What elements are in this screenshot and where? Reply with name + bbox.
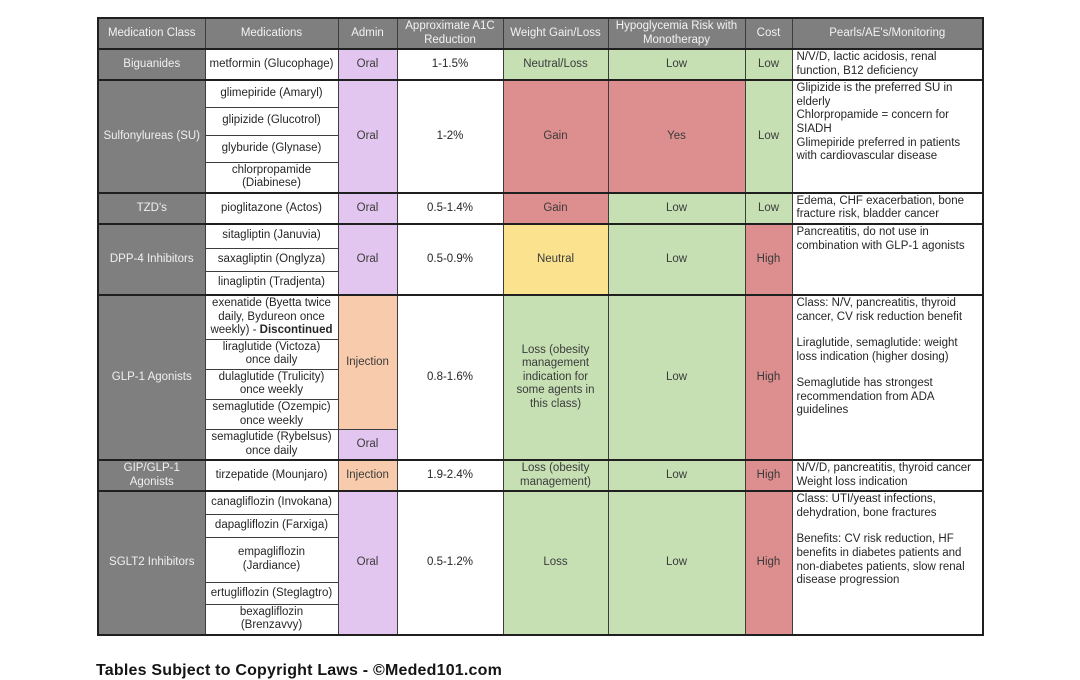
column-header-cost: Cost	[745, 18, 792, 49]
medication-cell: metformin (Glucophage)	[205, 49, 338, 80]
class-cell-biguanides: Biguanides	[98, 49, 205, 80]
medication-cell: empagliflozin (Jardiance)	[205, 537, 338, 582]
pearls-cell	[792, 295, 983, 460]
column-header-admin: Admin	[338, 18, 397, 49]
weight-cell: Loss	[503, 491, 608, 635]
medication-cell: glipizide (Glucotrol)	[205, 107, 338, 135]
pearl-text: Glimepiride preferred in patients with cardiovascular disease	[796, 136, 961, 163]
column-header-medication-class: Medication Class	[98, 18, 205, 49]
medication-cell: glyburide (Glynase)	[205, 135, 338, 162]
a1c-cell: 0.5-0.9%	[397, 224, 503, 295]
pearls-cell	[792, 193, 983, 224]
pearls-cell	[792, 224, 983, 295]
weight-cell: Loss (obesity management indication for some agents in this class)	[503, 295, 608, 460]
table-row	[98, 193, 983, 224]
cost-cell: High	[745, 295, 792, 460]
a1c-cell: 0.5-1.4%	[397, 193, 503, 224]
pearl-text: Glipizide is the preferred SU in elderly	[796, 82, 953, 108]
table-row	[98, 80, 983, 107]
medication-cell: bexagliflozin (Brenzavvy)	[205, 604, 338, 635]
table-row	[98, 224, 983, 248]
medication-cell: dapagliflozin (Farxiga)	[205, 514, 338, 537]
a1c-cell: 1-1.5%	[397, 49, 503, 80]
admin-cell: Oral	[338, 224, 397, 295]
column-header-medications: Medications	[205, 18, 338, 49]
pearl-text: Edema, CHF exacerbation, bone fracture risk, bladder cancer	[796, 194, 964, 221]
cost-cell: Low	[745, 193, 792, 224]
a1c-cell: 0.8-1.6%	[397, 295, 503, 460]
class-cell-tzd: TZD's	[98, 193, 205, 224]
column-header-a1c-reduction: Approximate A1C Reduction	[397, 18, 503, 49]
header-row	[98, 18, 983, 49]
hypo-risk-cell: Low	[608, 49, 745, 80]
pearl-text: Semaglutide has strongest recommendation from ADA guidelines	[796, 377, 934, 417]
a1c-cell: 0.5-1.2%	[397, 491, 503, 635]
medication-cell: dulaglutide (Trulicity) once weekly	[205, 369, 338, 399]
weight-cell: Loss (obesity management)	[503, 460, 608, 491]
medication-cell: saxagliptin (Onglyza)	[205, 248, 338, 271]
hypo-risk-cell: Low	[608, 193, 745, 224]
weight-cell: Gain	[503, 80, 608, 193]
cost-cell: High	[745, 224, 792, 295]
medication-table	[97, 17, 984, 636]
copyright-footer: Tables Subject to Copyright Laws - ©Meded101.com	[96, 662, 503, 679]
medication-text: exenatide (Byetta twice daily, Bydureon once weekly) -	[210, 297, 331, 337]
class-cell-sglt2: SGLT2 Inhibitors	[98, 491, 205, 635]
medication-cell: linagliptin (Tradjenta)	[205, 271, 338, 295]
medication-cell: liraglutide (Victoza) once daily	[205, 339, 338, 369]
hypo-risk-cell: Low	[608, 224, 745, 295]
column-header-weight: Weight Gain/Loss	[503, 18, 608, 49]
admin-cell: Injection	[338, 295, 397, 430]
hypo-risk-cell: Low	[608, 491, 745, 635]
table-row	[98, 491, 983, 514]
medication-cell: glimepiride (Amaryl)	[205, 80, 338, 107]
pearl-text: Pancreatitis, do not use in combination with GLP-1 agonists	[796, 226, 965, 252]
admin-cell: Oral	[338, 491, 397, 635]
pearls-cell	[792, 460, 983, 491]
medication-cell: semaglutide (Ozempic) once weekly	[205, 399, 338, 429]
pearls-cell	[792, 49, 983, 80]
medication-cell: canagliflozin (Invokana)	[205, 491, 338, 514]
pearl-text: N/V/D, pancreatitis, thyroid cancer	[796, 462, 971, 475]
class-cell-dpp4: DPP-4 Inhibitors	[98, 224, 205, 295]
pearl-text: Chlorpropamide = concern for SIADH	[796, 109, 949, 135]
weight-cell: Neutral	[503, 224, 608, 295]
medication-cell: tirzepatide (Mounjaro)	[205, 460, 338, 491]
cost-cell: High	[745, 491, 792, 635]
discontinued-label: Discontinued	[259, 324, 333, 337]
column-header-pearls: Pearls/AE's/Monitoring	[792, 18, 983, 49]
admin-cell: Oral	[338, 80, 397, 193]
pearl-text: Class: UTI/yeast infections, dehydration, bone fractures	[796, 493, 937, 519]
pearl-text: Liraglutide, semaglutide: weight loss indication (higher dosing)	[796, 337, 958, 363]
table-row	[98, 460, 983, 491]
pearl-text: Class: N/V, pancreatitis, thyroid cancer, CV risk reduction benefit	[796, 297, 963, 323]
admin-cell: Injection	[338, 460, 397, 491]
weight-cell: Gain	[503, 193, 608, 224]
admin-cell: Oral	[338, 193, 397, 224]
table-row	[98, 295, 983, 339]
medication-cell: sitagliptin (Januvia)	[205, 224, 338, 248]
class-cell-gip-glp1: GIP/GLP-1 Agonists	[98, 460, 205, 491]
pearl-text: N/V/D, lactic acidosis, renal function, B12 deficiency	[796, 51, 937, 77]
document-sheet	[97, 17, 984, 636]
medication-cell: ertugliflozin (Steglagtro)	[205, 582, 338, 604]
pearl-text: Weight loss indication	[796, 475, 908, 488]
class-cell-glp1: GLP-1 Agonists	[98, 295, 205, 460]
column-header-hypoglycemia-risk: Hypoglycemia Risk with Monotherapy	[608, 18, 745, 49]
cost-cell: Low	[745, 49, 792, 80]
medication-cell: chlorpropamide (Diabinese)	[205, 162, 338, 193]
a1c-cell: 1-2%	[397, 80, 503, 193]
a1c-cell: 1.9-2.4%	[397, 460, 503, 491]
admin-cell: Oral	[338, 49, 397, 80]
hypo-risk-cell: Low	[608, 295, 745, 460]
admin-cell: Oral	[338, 430, 397, 461]
medication-cell	[205, 295, 338, 339]
pearl-text: Benefits: CV risk reduction, HF benefits in diabetes patients and non-diabetes patients, slow renal disease progression	[796, 533, 965, 587]
table-row	[98, 49, 983, 80]
weight-cell: Neutral/Loss	[503, 49, 608, 80]
cost-cell: High	[745, 460, 792, 491]
hypo-risk-cell: Low	[608, 460, 745, 491]
medication-cell: pioglitazone (Actos)	[205, 193, 338, 224]
pearls-cell	[792, 80, 983, 193]
class-cell-sulfonylureas: Sulfonylureas (SU)	[98, 80, 205, 193]
medication-cell: semaglutide (Rybelsus) once daily	[205, 430, 338, 461]
hypo-risk-cell: Yes	[608, 80, 745, 193]
cost-cell: Low	[745, 80, 792, 193]
pearls-cell	[792, 491, 983, 635]
